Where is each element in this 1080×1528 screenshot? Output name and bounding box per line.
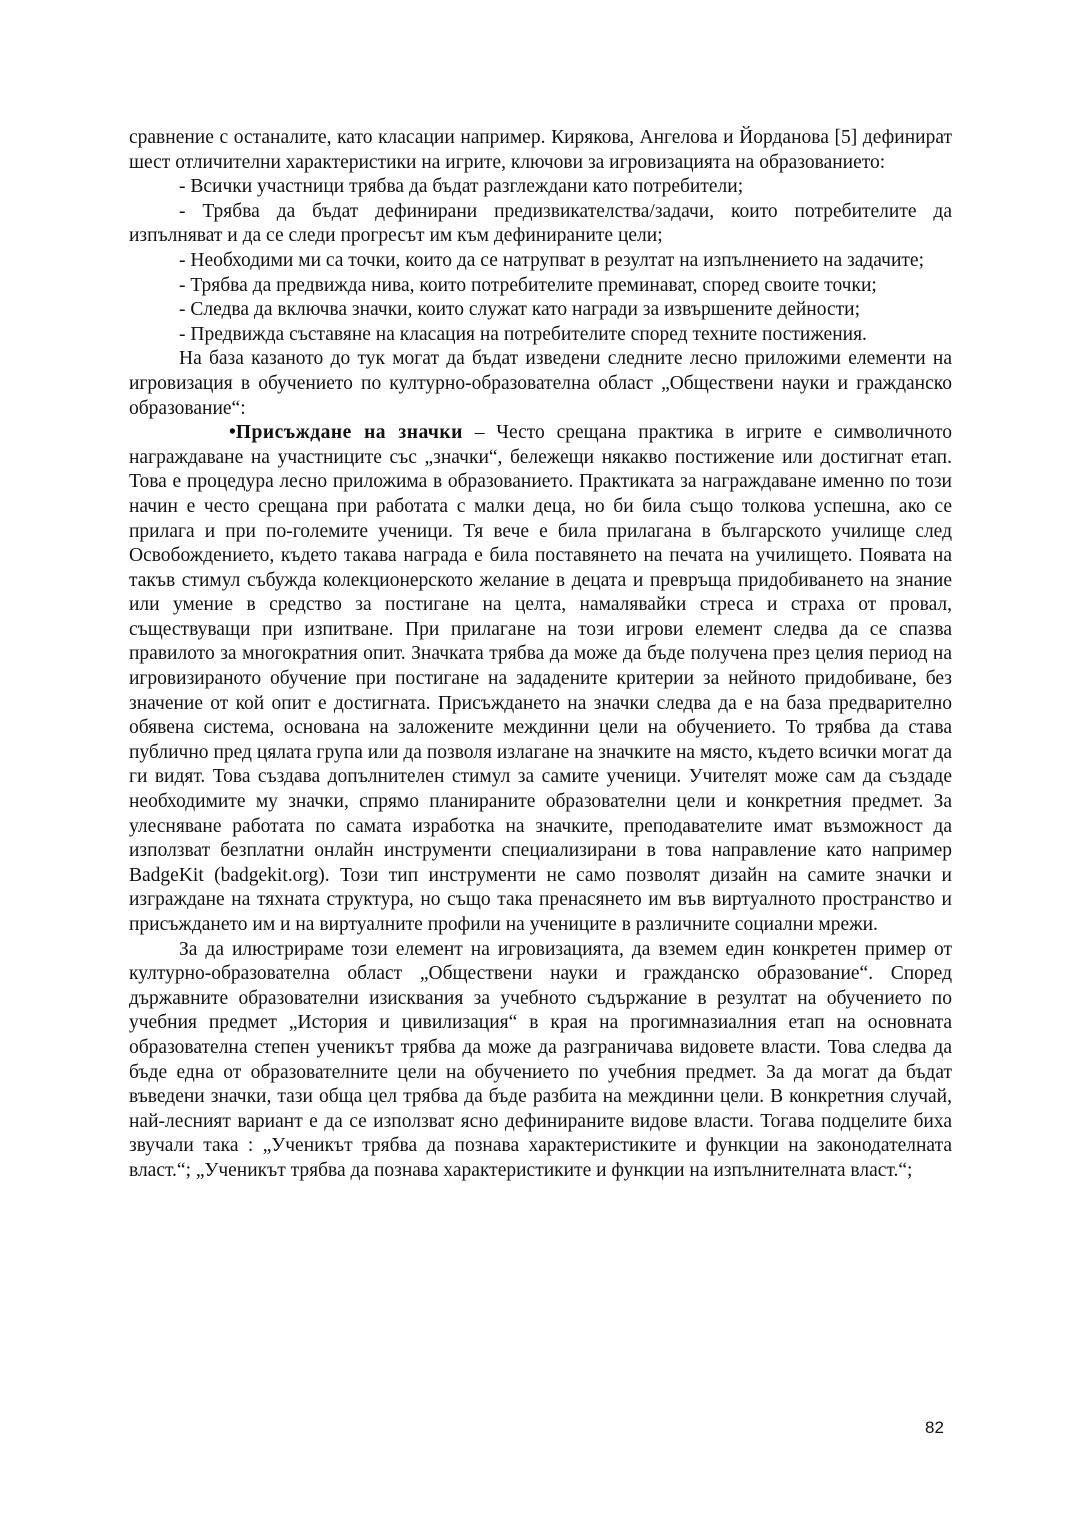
paragraph-intro: сравнение с останалите, като класации например. Кирякова, Ангелова и Йорданова [5] дефинират шест отличителни характеристики на игрите, ключови за игровизацията на образованието: bbox=[129, 127, 952, 173]
paragraph-elements-intro: На база казаното до тук могат да бъдат изведени следните лесно приложими елементи на игровизация в обучението по културно-образователна област „Обществени науки и гражданско образование“: bbox=[129, 348, 952, 419]
bullet-icon: • bbox=[229, 422, 236, 444]
bullet-badges-paragraph bbox=[129, 421, 952, 937]
paragraph-example: За да илюстрираме този елемент на игровизацията, да вземем един конкретен пример от културно-образователна област „Обществени науки и гражданско образование“. Според държавните образователни изисквания за учебното съдържание в резултат на обучението по учебния предмет „История и цивилизация“ в края на прогимназиалния етап на основната образователна степен ученикът трябва да може да разграничава видовете власти. Това следва да бъде една от образователните цели на обучението по учебния предмет. За да могат да бъдат въведени значки, тази обща цел трябва да бъде разбита на междинни цели. В конкретния случай, най-лесният вариант е да се използват ясно дефинираните видове власти. Тогава подцелите биха звучали така : „Ученикът трябва да познава характеристиките и функции на законодателната власт.“; „Ученикът трябва да познава характеристиките и функции на изпълнителната власт.“; bbox=[129, 938, 952, 1181]
list-item-challenges: - Трябва да бъдат дефинирани предизвикателства/задачи, които потребителите да изпълняват и да се следи прогресът им към дефинираните цели; bbox=[129, 200, 952, 247]
bullet-body: – Често срещана практика в игрите е символичното награждаване на участниците със „значки“, бележещи някакво постижение или достигнат етап. Това е процедура лесно приложима в образованието. Практиката за награждаване именно по този начин е често срещана при работата с малки деца, но би била също толкова успешна, ако се прилага и при по-големите ученици. Тя вече е била прилагана в българското училище след Освобождението, където такава награда е била поставянето на печата на училището. Появата на такъв стимул събужда колекционерското желание в децата и превръща придобиването на знание или умение в средство за постигане на целта, намалявайки стреса и страха от провал, съществуващи при изпитване. При прилагане на този игрови елемент следва да се спазва правилото за многократния опит. Значката трябва да може да бъде получена през целия период на игровизираното обучение при постигане на зададените критерии за нейното придобиване, без значение от кой опит е достигната. Присъждането на значки следва да е на база предварително обявена система, основана на заложените междинни цели на обучението. То трябва да става публично пред цялата група или да позволя излагане на значките на място, където всички могат да ги видят. Това създава допълнителен стимул за самите ученици. Учителят може сам да създаде необходимите му значки, спрямо планираните образователни цели и конкретния предмет. За улесняване работата по самата изработка на значките, преподавателите имат възможност да използват безплатни онлайн инструменти специализирани в това направление като например BadgeKit (badgekit.org). Този тип инструменти не само позволят дизайн на самите значки и изграждане на тяхната структура, но също така пренасянето им във виртуалното пространство и присъждането им и на виртуалните профили на учениците в различните социални мрежи. bbox=[129, 422, 952, 935]
page-number: 82 bbox=[925, 1418, 944, 1437]
list-item-participants: - Всички участници трябва да бъдат разглеждани като потребители; bbox=[179, 176, 744, 198]
list-item-badges: - Следва да включва значки, които служат като награди за извършените дейности; bbox=[179, 299, 860, 321]
list-item-leaderboard: - Предвижда съставяне на класация на потребителите според техните постижения. bbox=[179, 323, 867, 345]
document-page bbox=[129, 126, 952, 1184]
list-item-levels: - Трябва да предвижда нива, които потребителите преминават, според своите точки; bbox=[179, 274, 877, 296]
bullet-heading: Присъждане на значки bbox=[235, 422, 463, 444]
list-item-points: - Необходими ми са точки, които да се натрупват в резултат на изпълнението на задачите; bbox=[179, 249, 925, 271]
